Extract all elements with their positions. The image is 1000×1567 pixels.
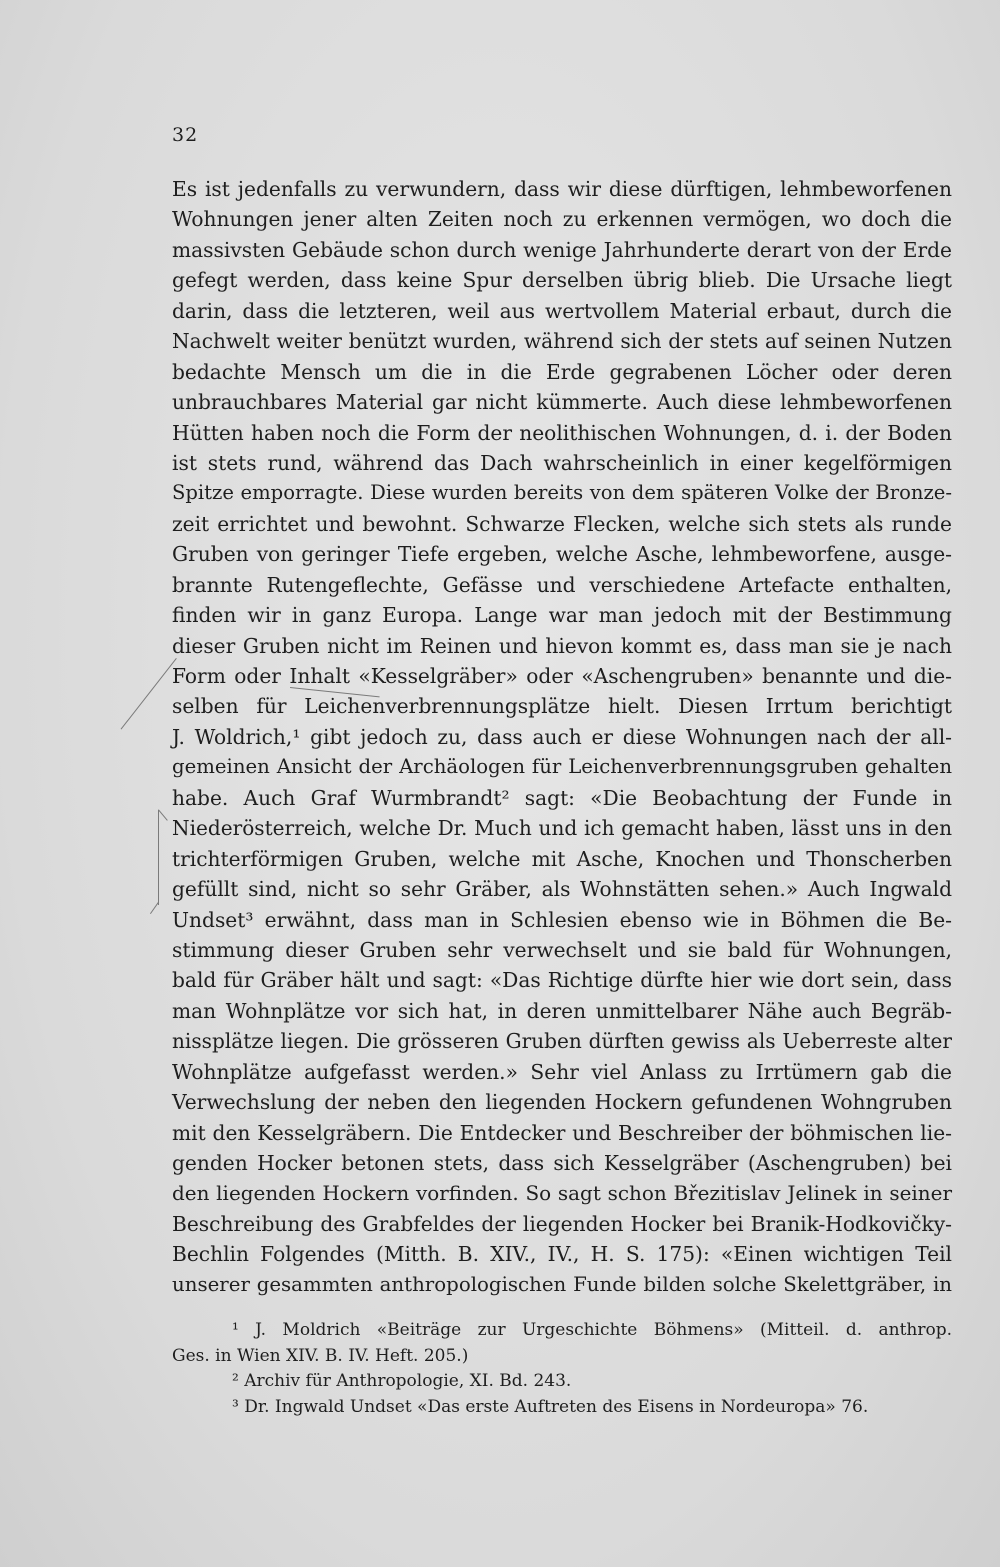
page-number: 32 [172,124,199,146]
body-line: massivsten Gebäude schon durch wenige Jahrhunderte derart von der Erde [172,237,952,262]
body-line: unserer gesammten anthropologischen Funde bilden solche Skelettgräber, in [172,1272,952,1296]
body-line: bedachte Mensch um die in die Erde gegrabenen Löcher oder deren [172,359,952,384]
body-line: mit den Kesselgräbern. Die Entdecker und Beschreiber der böhmischen lie- [172,1120,952,1145]
pencil-margin-mark [150,902,159,914]
body-line: man Wohnplätze vor sich hat, in deren unmittelbarer Nähe auch Begräb- [172,998,952,1023]
body-line: nissplätze liegen. Die grösseren Gruben dürften gewiss als Ueberreste alter [172,1029,952,1054]
body-line: zeit errichtet und bewohnt. Schwarze Flecken, welche sich stets als runde [172,511,952,536]
body-line: Wohnungen jener alten Zeiten noch zu erkennen vermögen, wo doch die [172,207,952,232]
body-line: Hütten haben noch die Form der neolithischen Wohnungen, d. i. der Boden [172,420,952,445]
body-line: brannte Rutengeflechte, Gefässe und verschiedene Artefacte enthalten, [172,572,952,597]
pencil-margin-mark [158,809,168,820]
body-line: Form oder Inhalt «Kesselgräber» oder «Aschengruben» benannte und die- [172,664,952,688]
body-line: gemeinen Ansicht der Archäologen für Leichenverbrennungsgruben gehalten [172,755,952,779]
body-line: darin, dass die letzteren, weil aus wertvollem Material erbaut, durch die [172,298,952,323]
footnote-line: Ges. in Wien XIV. B. IV. Heft. 205.) [172,1345,469,1366]
footnote-line: ³ Dr. Ingwald Undset «Das erste Auftreten des Eisens in Nordeuropa» 76. [232,1396,869,1417]
body-line: Spitze emporragte. Diese wurden bereits von dem späteren Volke der Bronze- [172,481,952,505]
body-line: selben für Leichenverbrennungsplätze hielt. Diesen Irrtum berichtigt [172,694,952,719]
body-line: bald für Gräber hält und sagt: «Das Richtige dürfte hier wie dort sein, dass [172,968,952,993]
body-line: genden Hocker betonen stets, dass sich Kesselgräber (Aschengruben) bei [172,1151,952,1175]
body-line: trichterförmigen Gruben, welche mit Asche, Knochen und Thonscherben [172,846,952,871]
footnotes [172,1318,952,1420]
body-line: dieser Gruben nicht im Reinen und hievon kommt es, dass man sie je nach [172,633,952,658]
body-line: habe. Auch Graf Wurmbrandt² sagt: «Die Beobachtung der Funde in [172,785,952,810]
footnote-line: ¹ J. Moldrich «Beiträge zur Urgeschichte Böhmens» (Mitteil. d. anthrop. [232,1320,952,1340]
body-line: Gruben von geringer Tiefe ergeben, welche Asche, lehmbeworfene, ausge- [172,542,952,567]
body-line: den liegenden Hockern vorfinden. So sagt schon Březitislav Jelinek in seiner [172,1181,952,1206]
body-line: finden wir in ganz Europa. Lange war man jedoch mit der Bestimmung [172,603,952,628]
body-line: stimmung dieser Gruben sehr verwechselt und sie bald für Wohnungen, [172,937,952,962]
body-line: Nachwelt weiter benützt wurden, während sich der stets auf seinen Nutzen [172,329,952,354]
body-line: J. Woldrich,¹ gibt jedoch zu, dass auch er diese Wohnungen nach der all- [172,724,952,749]
body-line: Verwechslung der neben den liegenden Hockern gefundenen Wohngruben [172,1090,952,1115]
body-line: Beschreibung des Grabfeldes der liegenden Hocker bei Branik-Hodkovičky- [172,1211,952,1236]
pencil-margin-mark [121,658,177,730]
body-line: Wohnplätze aufgefasst werden.» Sehr viel Anlass zu Irrtümern gab die [172,1059,952,1084]
body-line: Undset³ erwähnt, dass man in Schlesien ebenso wie in Böhmen die Be- [172,907,952,932]
footnote-line: ² Archiv für Anthropologie, XI. Bd. 243. [232,1371,572,1391]
body-text [172,174,952,1300]
body-line: Bechlin Folgendes (Mitth. B. XIV., IV., H. S. 175): «Einen wichtigen Teil [172,1242,952,1267]
body-line: gefegt werden, dass keine Spur derselben übrig blieb. Die Ursache liegt [172,268,952,293]
body-line: gefüllt sind, nicht so sehr Gräber, als Wohnstätten sehen.» Auch Ingwald [172,877,952,902]
body-line: unbrauchbares Material gar nicht kümmerte. Auch diese lehmbeworfenen [172,390,952,415]
body-line: ist stets rund, während das Dach wahrscheinlich in einer kegelförmigen [172,450,952,475]
pencil-margin-mark [158,810,159,905]
body-line: Es ist jedenfalls zu verwundern, dass wir diese dürftigen, lehmbeworfenen [172,177,952,201]
body-line: Niederösterreich, welche Dr. Much und ich gemacht haben, lässt uns in den [172,816,952,841]
